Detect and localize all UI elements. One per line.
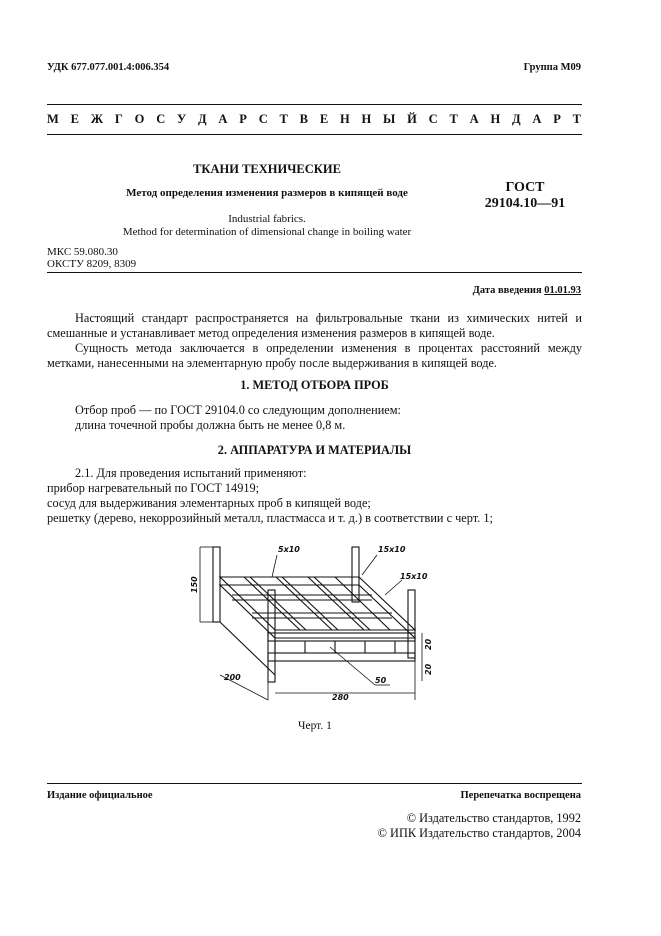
gost-designation — [470, 180, 580, 212]
intro-paragraph-1: Настоящий стандарт распространяется на фильтровальные ткани из химических нитей и смешанные и устанавливает метод определения изменения размеров в кипящей воде. — [47, 311, 582, 340]
copyright-1992: © Издательство стандартов, 1992 — [406, 811, 581, 825]
gost-number: 29104.10—91 — [484, 196, 566, 211]
gost-label: ГОСТ — [505, 180, 545, 195]
figure-caption: Черт. 1 — [298, 720, 332, 732]
interstate-standard-banner: М Е Ж Г О С У Д А Р С Т В Е Н Н Ы Й С Т А Н Д А Р Т — [47, 112, 582, 126]
section-1-line-2: длина точечной пробы должна быть не менее 0,8 м. — [75, 418, 346, 432]
label-15x10-top: 15x10 — [378, 545, 406, 554]
top-rule — [47, 104, 582, 105]
label-280: 280 — [332, 693, 349, 702]
document-subtitle: Метод определения изменения размеров в кипящей воде — [126, 187, 408, 199]
classification-codes — [47, 246, 136, 270]
introduction-date — [473, 285, 581, 296]
mks-code: МКС 59.080.30 — [47, 246, 118, 258]
grid-drawing — [180, 535, 445, 710]
section-2-heading: 2. АППАРАТУРА И МАТЕРИАЛЫ — [217, 443, 412, 457]
leader-15x10-side — [385, 580, 402, 595]
post-front-left — [268, 590, 275, 682]
banner-rule — [47, 134, 582, 135]
section-2-line-2: прибор нагревательный по ГОСТ 14919; — [47, 481, 260, 495]
lower-frame-front — [268, 633, 415, 641]
leader-5x10 — [272, 555, 277, 577]
section-1-heading: 1. МЕТОД ОТБОРА ПРОБ — [240, 378, 389, 392]
section-1-line-1: Отбор проб — по ГОСТ 29104.0 со следующим дополнением: — [75, 403, 401, 417]
intro-paragraph-2: Сущность метода заключается в определении изменения в процентах расстояний между метками, нанесенными на элементарную пробу после выдерживания в кипящей воде. — [47, 341, 582, 370]
label-200: 200 — [224, 673, 241, 682]
label-50: 50 — [375, 676, 387, 685]
group-code: Группа М09 — [523, 62, 581, 73]
introduction-date-label: Дата введения — [472, 285, 545, 296]
label-5x10: 5x10 — [278, 545, 300, 554]
label-20-b: 20 — [424, 663, 433, 675]
section-2-line-3: сосуд для выдерживания элементарных проб в кипящей воде; — [47, 496, 371, 510]
reprint-forbidden: Перепечатка воспрещена — [460, 790, 581, 801]
section-2-line-4: решетку (дерево, некоррозийный металл, пластмасса и т. д.) в соответствии с черт. 1; — [47, 511, 493, 525]
label-20-a: 20 — [424, 638, 433, 650]
english-subtitle: Method for determination of dimensional change in boiling water — [122, 226, 412, 238]
leader-15x10-top — [362, 555, 377, 575]
footer-rule — [47, 783, 582, 784]
introduction-date-value: 01.01.93 — [544, 285, 581, 296]
official-edition: Издание официальное — [47, 790, 153, 801]
grid-structure — [213, 547, 415, 682]
label-15x10-side: 15x10 — [400, 572, 428, 581]
copyright-2004: © ИПК Издательство стандартов, 2004 — [377, 826, 581, 840]
document-title: ТКАНИ ТЕХНИЧЕСКИЕ — [193, 162, 341, 176]
upper-slat-4 — [335, 577, 390, 630]
title-block-rule — [47, 272, 582, 273]
dimension-labels — [190, 545, 433, 702]
section-2-line-1: 2.1. Для проведения испытаний применяют: — [75, 466, 307, 480]
udk-code: УДК 677.077.001.4:006.354 — [47, 62, 170, 73]
okstu-code: ОКСТУ 8209, 8309 — [47, 258, 137, 270]
english-title: Industrial fabrics. — [228, 213, 306, 225]
label-150: 150 — [190, 576, 199, 593]
